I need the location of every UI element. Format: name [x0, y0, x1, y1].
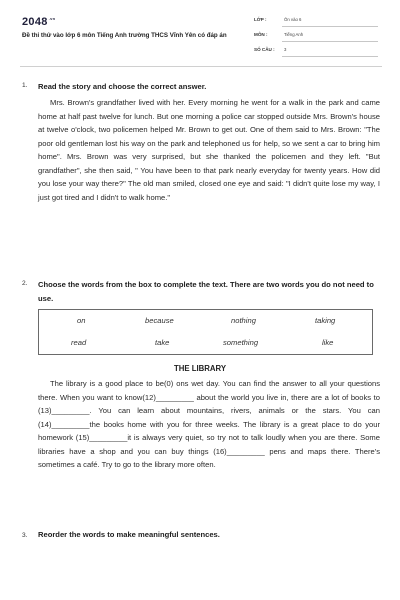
question-1-story: Mrs. Brown's grandfather lived with her. Every morning he went for a walk in the park and came home at half past twelve for lunch. But one morning a police car stopped outside Mrs. Brown's house at twelve o'clock, two policemen helped Mr. Brown to get out. One of them said to Mrs. Brown: "The poor old gentleman lost his way on the park and telephoned us for help, so we sent a car to bring him home". Mrs. Brown was very surprised, but she thanked the policemen and they left. "But grandfather", she then said, " You have been to that park nearly everyday for twenty years. How did you lose your way there?" The old man smiled, closed one eye and said: "I didn't quite lose my way, I just got tired and I didn't to walk home."	[38, 98, 380, 202]
question-1-heading: Read the story and choose the correct answer.	[38, 82, 207, 91]
question-3-heading: Reorder the words to make meaningful sentences.	[38, 530, 220, 539]
word-box-word: taking	[315, 316, 336, 325]
subject-underline	[282, 41, 378, 42]
logo-text: 2048	[22, 16, 48, 28]
question-count-label: SỐ CÂU :	[254, 47, 275, 52]
exam-title: Đề thi thử vào lớp 6 môn Tiếng Anh trường THCS Vĩnh Yên có đáp án	[22, 32, 227, 39]
word-box-word: on	[77, 316, 86, 325]
passage-title: THE LIBRARY	[173, 364, 227, 373]
logo-suffix: .vn	[48, 16, 56, 21]
class-underline	[282, 26, 378, 27]
page-header	[0, 0, 400, 68]
word-box-word: something	[223, 338, 259, 347]
question-2-heading: Choose the words from the box to complete the text. There are two words you do not need to use.	[38, 280, 374, 303]
word-box-word: take	[155, 338, 170, 347]
question-1-number: 1.	[22, 82, 28, 89]
site-logo[interactable]	[22, 16, 55, 28]
class-label: LỚP :	[254, 17, 267, 22]
header-divider	[20, 66, 382, 67]
question-3-number: 3.	[22, 532, 28, 539]
subject-label: MÔN :	[254, 32, 268, 37]
question-count-value: 3	[284, 47, 287, 52]
question-2-number: 2.	[22, 280, 28, 287]
word-box-word: nothing	[231, 316, 256, 325]
word-box	[38, 309, 373, 355]
word-box-word: like	[322, 338, 334, 347]
class-value: Ôn vào 6	[284, 17, 302, 22]
subject-value: Tiếng Anh	[284, 32, 304, 37]
word-box-word: because	[145, 316, 174, 325]
question-count-underline	[282, 56, 378, 57]
word-box-word: read	[71, 338, 87, 347]
library-passage: The library is a good place to be(0) ons wet day. You can find the answer to all your questions there. When you want to know(12)_________ about the world you live in, there are a lot of books to (13)_________. You can learn about mountains, rivers, animals or the stars. You can (14)_________the books home with you for three weeks. The library is a great place to do your homework (15)_________it is always very quiet, so try not to talk loudly when you are there. Some libraries have a shop and you can buy things (16)_________ pens and maps there. There's sometimes a café. Try to go to the library more often.	[38, 379, 380, 469]
